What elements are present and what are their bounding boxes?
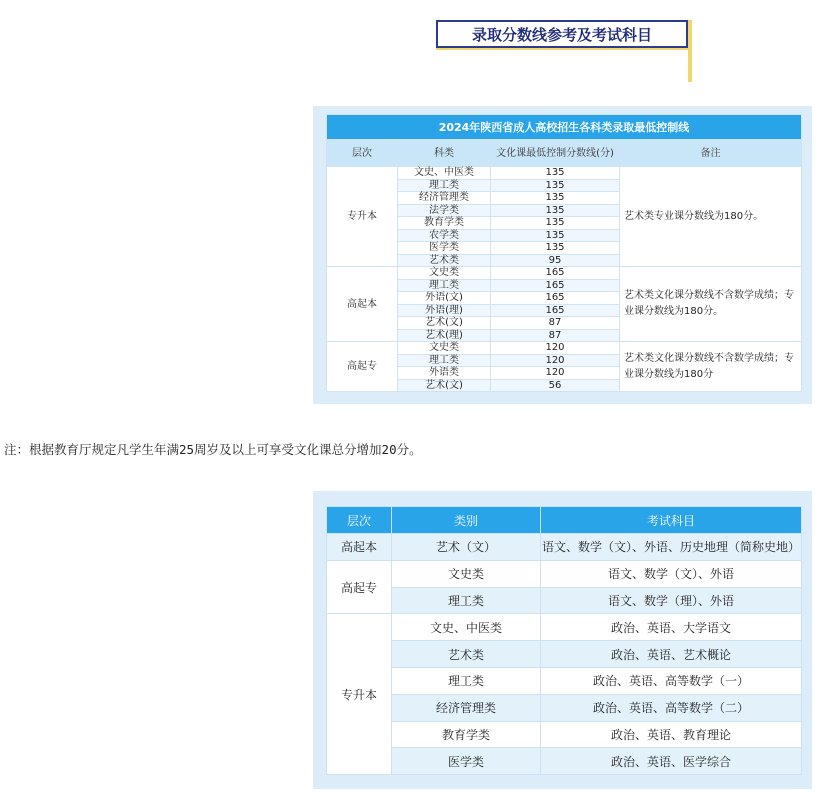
subjects-cell: 政治、英语、高等数学（二）	[541, 694, 802, 721]
score-cell: 165	[491, 292, 620, 305]
subjects-cell: 语文、数学（文）、外语	[541, 560, 802, 587]
score-cell: 135	[491, 204, 620, 217]
table-row	[327, 560, 802, 587]
score-cell: 120	[491, 354, 620, 367]
remark-cell: 艺术类专业课分数线为180分。	[620, 167, 802, 267]
type-cell: 文史、中医类	[392, 614, 541, 641]
header-level: 层次	[327, 140, 398, 167]
subjects-cell: 语文、数学（理）、外语	[541, 587, 802, 614]
category-cell: 文史类	[398, 342, 491, 355]
category-cell: 文史类	[398, 267, 491, 280]
table-row	[327, 667, 802, 694]
subjects-cell: 政治、英语、医学综合	[541, 748, 802, 775]
subjects-cell: 政治、英语、大学语文	[541, 614, 802, 641]
category-cell: 艺术(文)	[398, 317, 491, 330]
level-cell: 高起本	[327, 534, 392, 561]
category-cell: 理工类	[398, 279, 491, 292]
category-cell: 外语类	[398, 367, 491, 380]
score-cell: 87	[491, 329, 620, 342]
score-cell: 135	[491, 167, 620, 180]
header-category: 科类	[398, 140, 491, 167]
score-cell: 135	[491, 217, 620, 230]
score-cell: 165	[491, 267, 620, 280]
type-cell: 经济管理类	[392, 694, 541, 721]
score-cell: 135	[491, 179, 620, 192]
type-cell: 医学类	[392, 748, 541, 775]
header-level: 层次	[327, 507, 392, 534]
type-cell: 理工类	[392, 587, 541, 614]
header-remark: 备注	[620, 140, 802, 167]
level-cell: 高起本	[327, 267, 398, 342]
header-subjects: 考试科目	[541, 507, 802, 534]
subjects-cell: 政治、英语、高等数学（一）	[541, 667, 802, 694]
level-cell: 高起专	[327, 560, 392, 614]
subjects-cell: 政治、英语、教育理论	[541, 721, 802, 748]
category-cell: 理工类	[398, 354, 491, 367]
subjects-cell: 语文、数学（文）、外语、历史地理（简称史地）	[541, 534, 802, 561]
type-cell: 文史类	[392, 560, 541, 587]
score-cell: 120	[491, 367, 620, 380]
score-cell: 165	[491, 279, 620, 292]
table-row	[327, 342, 802, 355]
category-cell: 教育学类	[398, 217, 491, 230]
score-cell: 56	[491, 379, 620, 392]
table-row	[327, 748, 802, 775]
table-row	[327, 167, 802, 180]
type-cell: 教育学类	[392, 721, 541, 748]
age-bonus-note: 注：根据教育厅规定凡学生年满25周岁及以上可享受文化课总分增加20分。	[4, 442, 422, 457]
category-cell: 理工类	[398, 179, 491, 192]
level-cell: 高起专	[327, 342, 398, 392]
category-cell: 艺术类	[398, 254, 491, 267]
category-cell: 经济管理类	[398, 192, 491, 205]
score-cell: 120	[491, 342, 620, 355]
table-row	[327, 534, 802, 561]
score-table	[326, 114, 802, 392]
type-cell: 艺术（文）	[392, 534, 541, 561]
subject-table-panel	[313, 491, 812, 789]
category-cell: 艺术(理)	[398, 329, 491, 342]
heading-accent-bar	[688, 20, 692, 82]
score-cell: 165	[491, 304, 620, 317]
category-cell: 外语(理)	[398, 304, 491, 317]
type-cell: 艺术类	[392, 641, 541, 668]
subject-table	[326, 506, 802, 775]
category-cell: 艺术(文)	[398, 379, 491, 392]
score-table-panel	[313, 106, 812, 404]
score-cell: 135	[491, 229, 620, 242]
level-cell: 专升本	[327, 167, 398, 267]
category-cell: 外语(文)	[398, 292, 491, 305]
category-cell: 农学类	[398, 229, 491, 242]
heading-title: 录取分数线参考及考试科目	[436, 20, 688, 48]
category-cell: 文史、中医类	[398, 167, 491, 180]
score-cell: 87	[491, 317, 620, 330]
header-type: 类别	[392, 507, 541, 534]
type-cell: 理工类	[392, 667, 541, 694]
score-cell: 95	[491, 254, 620, 267]
score-cell: 135	[491, 192, 620, 205]
table-row	[327, 641, 802, 668]
table-row	[327, 267, 802, 280]
section-heading	[436, 20, 692, 84]
table-row	[327, 694, 802, 721]
score-table-title: 2024年陕西省成人高校招生各科类录取最低控制线	[327, 115, 802, 140]
remark-cell: 艺术类文化课分数线不含数学成绩；专业课分数线为180分。	[620, 267, 802, 342]
table-row	[327, 614, 802, 641]
subjects-cell: 政治、英语、艺术概论	[541, 641, 802, 668]
category-cell: 医学类	[398, 242, 491, 255]
header-min-score: 文化课最低控制分数线(分)	[491, 140, 620, 167]
score-cell: 135	[491, 242, 620, 255]
remark-cell: 艺术类文化课分数线不含数学成绩；专业课分数线为180分	[620, 342, 802, 392]
category-cell: 法学类	[398, 204, 491, 217]
level-cell: 专升本	[327, 614, 392, 775]
table-row	[327, 721, 802, 748]
table-row	[327, 587, 802, 614]
